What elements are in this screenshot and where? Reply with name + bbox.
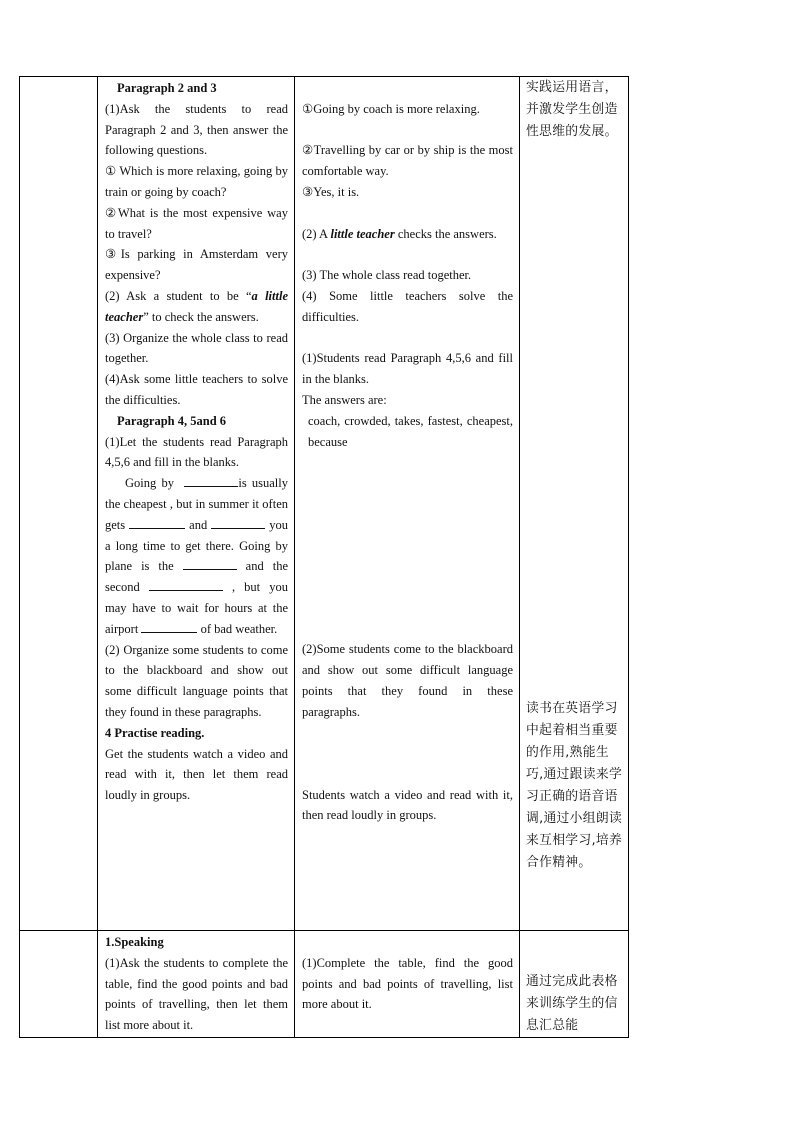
- heading-speaking: 1.Speaking: [105, 935, 164, 949]
- purpose-text: 通过完成此表格来训练学生的信息汇总能: [526, 974, 618, 1033]
- student-step: Students watch a video and read with it, then read loudly in groups.: [302, 787, 513, 823]
- purpose-cell: [520, 77, 629, 931]
- stage-cell: [20, 77, 98, 931]
- purpose-cell: [520, 931, 629, 1038]
- teacher-step: (1)Ask the students to complete the table, find the good points and bad points of travelling, then let them list more about it.: [105, 955, 288, 1033]
- cloze-blank: [141, 620, 197, 633]
- teacher-step: (1)Ask the students to read Paragraph 2 and 3, then answer the following questions.: [105, 101, 288, 158]
- emphasis-little-teacher: little teacher: [330, 226, 395, 241]
- cloze-blank: [183, 557, 237, 570]
- student-step: (2)Some students come to the blackboard and show out some difficult language points that they found in these paragraphs.: [302, 642, 513, 719]
- teacher-activity-cell: [98, 931, 295, 1038]
- teacher-step: [105, 286, 288, 328]
- heading-paragraph-4-5-6: Paragraph 4, 5and 6: [117, 413, 227, 428]
- cloze-text: is usually the cheapest , but in summer it often gets: [105, 476, 289, 532]
- text-part: ” to check the answers.: [143, 309, 259, 324]
- student-step: (1)Students read Paragraph 4,5,6 and fill in the blanks.: [302, 351, 513, 387]
- student-step: (3) The whole class read together.: [302, 268, 472, 283]
- table-row: [20, 931, 629, 1038]
- teacher-step: (3) Organize the whole class to read together.: [105, 330, 288, 366]
- student-step: (1)Complete the table, find the good points and bad points of travelling, list more about it.: [302, 955, 513, 1012]
- student-step: (4) Some little teachers solve the difficulties.: [302, 288, 513, 324]
- answer: ③Yes, it is.: [302, 184, 360, 199]
- cloze-passage: [105, 473, 288, 639]
- cloze-blank: [184, 474, 238, 487]
- answer: ①Going by coach is more relaxing.: [302, 101, 480, 116]
- cloze-blank: [149, 578, 223, 591]
- emphasis-little-teacher: a little teacher: [105, 288, 288, 324]
- cloze-text: and: [189, 517, 208, 532]
- cloze-blank: [129, 516, 185, 529]
- cloze-text: of bad weather.: [200, 621, 278, 636]
- cloze-text: and the second: [105, 559, 288, 595]
- lesson-plan-table: [19, 76, 629, 1038]
- heading-paragraph-2-3: Paragraph 2 and 3: [117, 81, 217, 95]
- text-part: checks the answers.: [394, 226, 497, 241]
- teacher-step: (1)Let the students read Paragraph 4,5,6 and fill in the blanks.: [105, 434, 288, 470]
- answer: ②Travelling by car or by ship is the most comfortable way.: [302, 143, 513, 179]
- student-step: The answers are:: [302, 392, 387, 407]
- teacher-step: Get the students watch a video and read with it, then let them read loudly in groups.: [105, 746, 288, 803]
- stage-cell: [20, 931, 98, 1038]
- student-step: [302, 224, 513, 245]
- cloze-answers: coach, crowded, takes, fastest, cheapest, because: [308, 413, 513, 449]
- cloze-blank: [211, 516, 265, 529]
- question-2: ②What is the most expensive way to travel?: [105, 205, 288, 241]
- table-row: [20, 77, 629, 931]
- purpose-text: 读书在英语学习中起着相当重要的作用,熟能生巧,通过跟读来学习正确的语音语调,通过小组朗读来互相学习,培养合作精神。: [526, 701, 623, 870]
- question-3: ③Is parking in Amsterdam very expensive?: [105, 247, 288, 283]
- text-part: (2) A: [302, 226, 331, 241]
- student-activity-cell: [295, 931, 520, 1038]
- cloze-text: , but you may have to wait for hours at the airport: [105, 580, 288, 636]
- teacher-activity-cell: [98, 77, 295, 931]
- text-part: (2) Ask a student to be “: [105, 288, 252, 303]
- student-activity-cell: [295, 77, 520, 931]
- teacher-step: (2) Organize some students to come to the blackboard and show out some difficult language points that they found in these paragraphs.: [105, 642, 288, 719]
- cloze-text: you a long time to get there. Going by plane is the: [105, 517, 289, 574]
- teacher-step: (4)Ask some little teachers to solve the difficulties.: [105, 372, 288, 407]
- question-1: ① Which is more relaxing, going by train or going by coach?: [105, 164, 288, 199]
- heading-practise-reading: 4 Practise reading.: [105, 725, 205, 740]
- cloze-text: Going by: [125, 476, 174, 491]
- purpose-text: 实践运用语言，并激发学生创造性思维的发展。: [526, 80, 618, 139]
